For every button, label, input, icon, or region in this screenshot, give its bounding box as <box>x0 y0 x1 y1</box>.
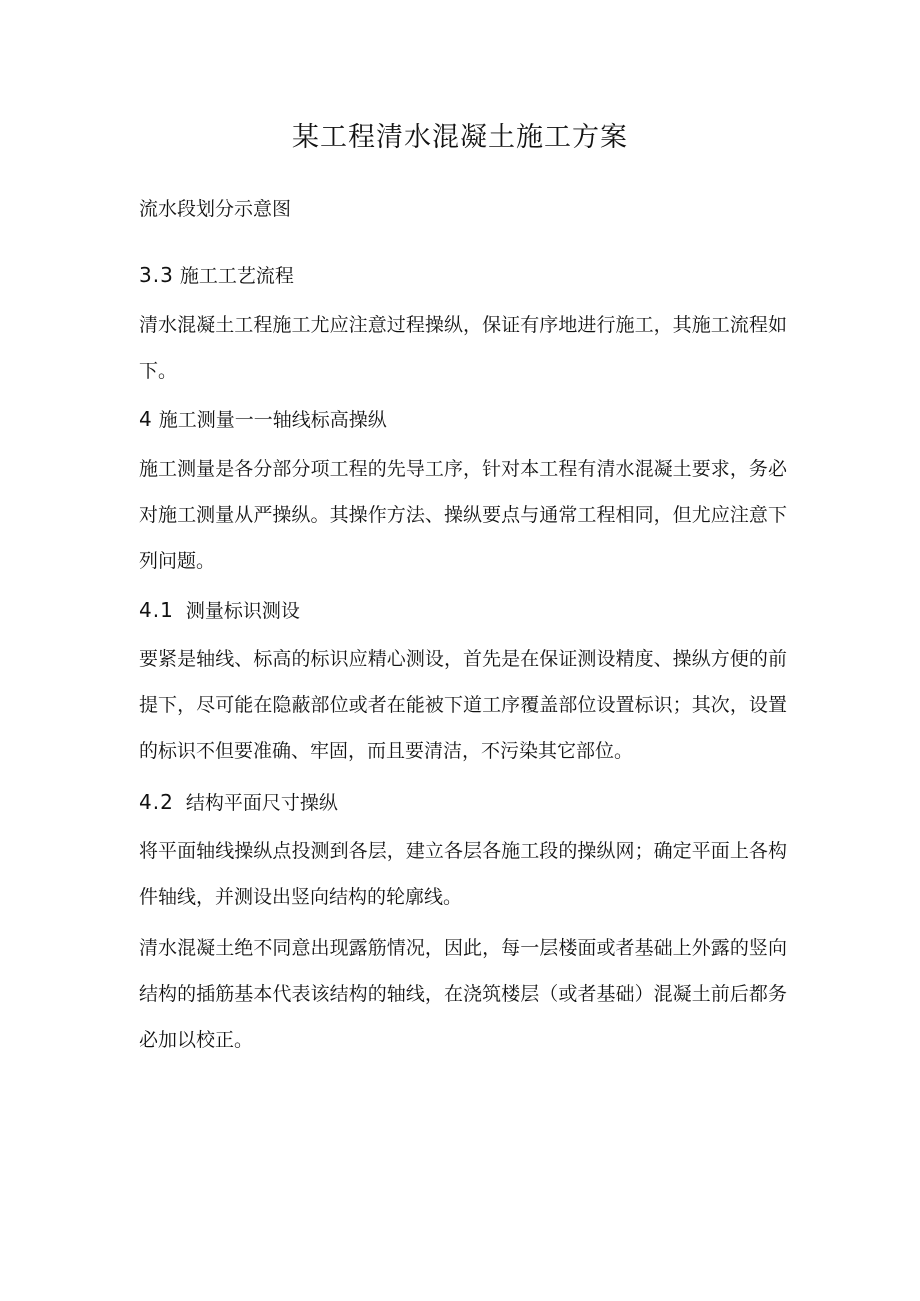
section-number: 4.1 <box>139 598 174 622</box>
section-number: 3.3 <box>139 263 174 287</box>
section-number: 4 <box>139 407 153 431</box>
section-title: 施工工艺流程 <box>179 265 294 287</box>
paragraph: 施工测量是各分部分项工程的先导工序，针对本工程有清水混凝土要求，务必对施工测量从严操纵。其操作方法、操纵要点与通常工程相同，但尤应注意下列问题。 <box>139 458 787 572</box>
section-heading-3-3 <box>139 260 787 291</box>
paragraph: 要紧是轴线、标高的标识应精心测设，首先是在保证测设精度、操纵方便的前提下，尽可能在隐蔽部位或者在能被下道工序覆盖部位设置标识；其次，设置的标识不但要准确、牢固，而且要清洁，不污染其它部位。 <box>139 648 787 762</box>
paragraph: 清水混凝土绝不同意出现露筋情况，因此，每一层楼面或者基础上外露的竖向结构的插筋基本代表该结构的轴线，在浇筑楼层（或者基础）混凝土前后都务必加以校正。 <box>139 937 787 1051</box>
paragraph: 清水混凝土工程施工尤应注意过程操纵，保证有序地进行施工，其施工流程如下。 <box>139 314 787 382</box>
section-title: 结构平面尺寸操纵 <box>185 792 338 814</box>
section-heading-4 <box>139 404 787 435</box>
section-number: 4.2 <box>139 790 174 814</box>
document-title: 某工程清水混凝土施工方案 <box>292 122 628 153</box>
section-heading-4-2 <box>139 787 787 818</box>
paragraph: 将平面轴线操纵点投测到各层，建立各层各施工段的操纵网；确定平面上各构件轴线，并测设出竖向结构的轮廓线。 <box>139 840 787 908</box>
section-heading-4-1 <box>139 595 787 626</box>
section-title: 施工测量一一轴线标高操纵 <box>158 409 387 431</box>
section-title: 测量标识测设 <box>185 600 300 622</box>
figure-caption: 流水段划分示意图 <box>139 198 292 220</box>
